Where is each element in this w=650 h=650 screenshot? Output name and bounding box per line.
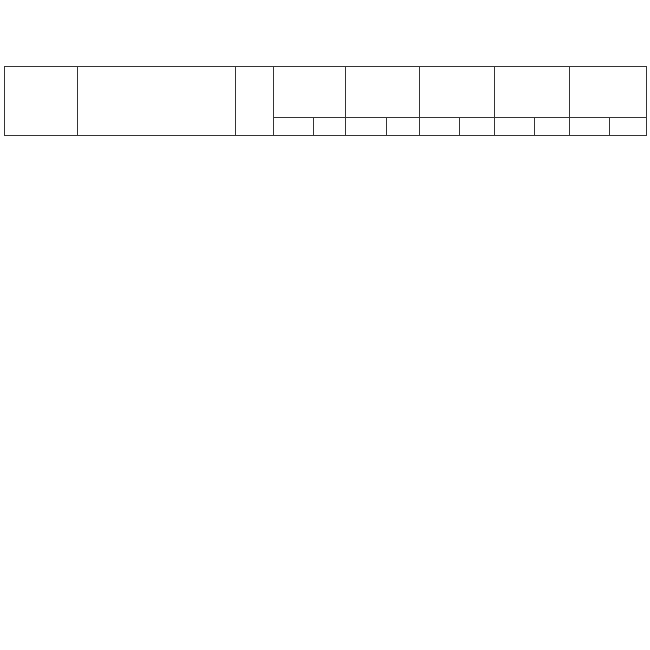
size-chart-table [4, 66, 647, 136]
sleeve-cm-header [460, 118, 495, 136]
length-cm-header [314, 118, 346, 136]
bottoms-inch-header [570, 118, 610, 136]
shoulder-header [495, 67, 570, 118]
style-name-header [5, 67, 78, 136]
shoulder-inch-header [495, 118, 535, 136]
header-row [5, 67, 647, 118]
length-header [274, 67, 346, 118]
chest-cm-header [387, 118, 420, 136]
sleeve-header [420, 67, 495, 118]
bottoms-cm-header [610, 118, 647, 136]
sleeve-inch-header [420, 118, 460, 136]
chest-header [346, 67, 420, 118]
length-inch-header [274, 118, 314, 136]
shoulder-cm-header [535, 118, 570, 136]
bottoms-header [570, 67, 647, 118]
picture-header [78, 67, 236, 136]
age-header [236, 67, 274, 136]
chest-inch-header [346, 118, 387, 136]
